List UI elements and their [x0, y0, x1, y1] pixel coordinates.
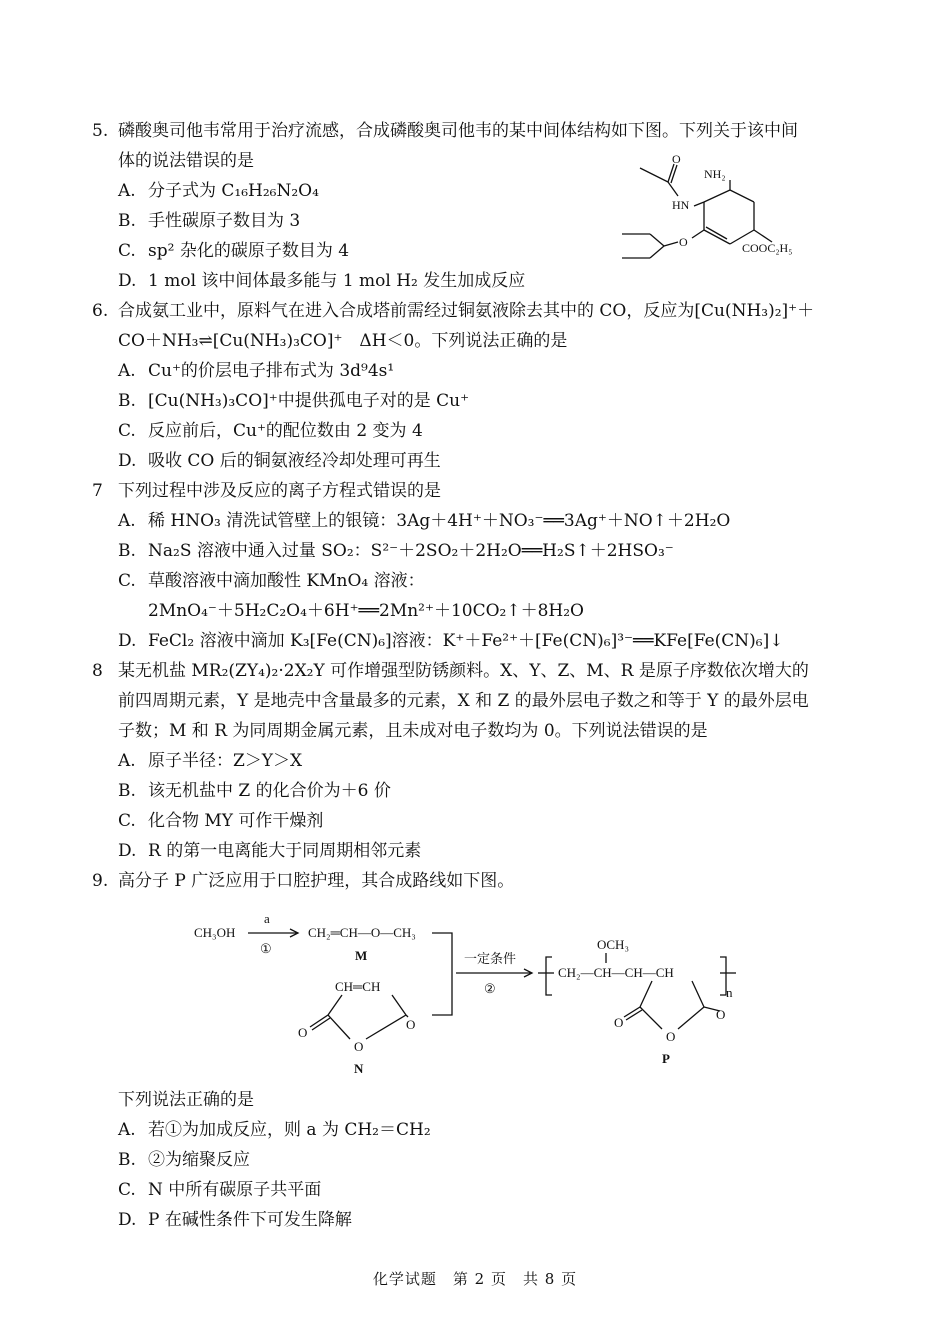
q6-number: 6. [92, 301, 109, 321]
q8-option-c[interactable]: C. 化合物 MY 可作干燥剂 [118, 811, 324, 831]
q8-number: 8 [92, 661, 103, 681]
scheme-p-o-right: O [716, 1007, 726, 1022]
q9-number: 9. [92, 871, 109, 891]
scheme-n-o-ring: O [354, 1039, 364, 1054]
q6-option-d[interactable]: D. 吸收 CO 后的铜氨液经冷却处理可再生 [118, 451, 441, 471]
q6-stem-line2: CO＋NH₃⇌[Cu(NH₃)₃CO]⁺ ΔH＜0。下列说法正确的是 [118, 331, 568, 351]
q5-stem-line2: 体的说法错误的是 [118, 151, 254, 171]
q7-number: 7 [92, 481, 103, 501]
q8-option-a[interactable]: A. 原子半径：Z＞Y＞X [118, 751, 303, 771]
q7-option-c[interactable]: C. 草酸溶液中滴加酸性 KMnO₄ 溶液： [118, 571, 425, 591]
page-footer: 化学试题 第 2 页 共 8 页 [372, 1270, 578, 1288]
q9-stem: 9. 高分子 P 广泛应用于口腔护理，其合成路线如下图。 [92, 866, 514, 896]
q7-option-d[interactable]: D. FeCl₂ 溶液中滴加 K₃[Fe(CN)₆]溶液：K⁺＋Fe²⁺＋[Fe(CN)₆]³⁻══KFe[Fe(CN)₆]↓ [118, 631, 784, 651]
q5-stem-line1: 5. 磷酸奥司他韦常用于治疗流感，合成磷酸奥司他韦的某中间体结构如下图。下列关于该中间 [92, 116, 798, 146]
q5-structure-ester: COOC₂H₅ [742, 241, 793, 255]
q9-prompt: 下列说法正确的是 [118, 1090, 254, 1110]
scheme-n-label: N [354, 1061, 364, 1076]
scheme-m-label: M [355, 948, 368, 963]
q8-option-d[interactable]: D. R 的第一电离能大于同周期相邻元素 [118, 841, 422, 861]
q5-structure-nh2: NH₂ [704, 167, 726, 181]
q6-stem-line1: 6. 合成氨工业中，原料气在进入合成塔前需经过铜氨液除去其中的 CO，反应为[Cu(NH₃)₂]⁺＋ [92, 296, 814, 326]
scheme-p-o-left: O [614, 1015, 624, 1030]
scheme-condition: 一定条件 [464, 951, 517, 966]
q5-structure-diagram [612, 150, 842, 275]
q5-option-b[interactable]: B. 手性碳原子数目为 3 [118, 211, 301, 231]
q8-stem-line1: 8 某无机盐 MR₂(ZY₄)₂·2X₂Y 可作增强型防锈颜料。X、Y、Z、M、R 是原子序数依次增大的 [92, 656, 809, 686]
q8-option-b[interactable]: B. 该无机盐中 Z 的化合价为＋6 价 [118, 781, 391, 801]
q6-option-c[interactable]: C. 反应前后，Cu⁺的配位数由 2 变为 4 [118, 421, 423, 441]
scheme-p-o-ring: O [666, 1029, 676, 1044]
scheme-step1: ① [260, 941, 272, 956]
q5-structure-o-ether: O [679, 235, 688, 249]
q7-option-b[interactable]: B. Na₂S 溶液中通入过量 SO₂：S²⁻＋2SO₂＋2H₂O══H₂S↑＋2HSO₃⁻ [118, 541, 674, 561]
q6-option-a[interactable]: A. Cu⁺的价层电子排布式为 3d⁹4s¹ [118, 361, 395, 381]
q9-option-c[interactable]: C. N 中所有碳原子共平面 [118, 1180, 322, 1200]
q9-option-a[interactable]: A. 若①为加成反应，则 a 为 CH₂＝CH₂ [118, 1120, 431, 1140]
scheme-p-chain: CH₂—CH—CH—CH [558, 965, 674, 980]
scheme-p-och3: OCH₃ [597, 937, 629, 952]
q5-option-a[interactable]: A. 分子式为 C₁₆H₂₆N₂O₄ [118, 181, 319, 201]
scheme-reagent-a: a [264, 911, 270, 926]
q8-stem-line2: 前四周期元素，Y 是地壳中含量最多的元素，X 和 Z 的最外层电子数之和等于 Y 的最外层电 [118, 691, 809, 711]
scheme-methanol: CH₃OH [194, 925, 236, 940]
q8-stem-line3: 子数；M 和 R 为同周期金属元素，且未成对电子数均为 0。下列说法错误的是 [118, 721, 708, 741]
q5-number: 5. [92, 121, 109, 141]
scheme-n-top: CH═CH [335, 979, 381, 994]
q7-stem: 7 下列过程中涉及反应的离子方程式错误的是 [92, 476, 441, 506]
q9-option-d[interactable]: D. P 在碱性条件下可发生降解 [118, 1210, 352, 1230]
q6-option-b[interactable]: B. [Cu(NH₃)₃CO]⁺中提供孤电子对的是 Cu⁺ [118, 391, 470, 411]
scheme-n-o-right: O [406, 1017, 416, 1032]
q5-option-c[interactable]: C. sp² 杂化的碳原子数目为 4 [118, 241, 350, 261]
q5-option-d[interactable]: D. 1 mol 该中间体最多能与 1 mol H₂ 发生加成反应 [118, 271, 526, 291]
q7-option-c-equation: 2MnO₄⁻＋5H₂C₂O₄＋6H⁺══2Mn²⁺＋10CO₂↑＋8H₂O [148, 601, 584, 621]
scheme-step2: ② [484, 981, 496, 996]
q5-structure-o: O [672, 152, 681, 166]
scheme-p-label: P [662, 1051, 670, 1066]
q5-structure-hn: HN [672, 198, 690, 212]
scheme-p-n: n [726, 985, 733, 1000]
q9-synthesis-scheme [180, 905, 750, 1080]
q7-option-a[interactable]: A. 稀 HNO₃ 清洗试管壁上的银镜：3Ag＋4H⁺＋NO₃⁻══3Ag⁺＋NO↑＋2H₂O [118, 511, 731, 531]
scheme-n-o-left: O [298, 1025, 308, 1040]
q9-option-b[interactable]: B. ②为缩聚反应 [118, 1150, 250, 1170]
scheme-m-formula: CH₂═CH—O—CH₃ [308, 925, 416, 940]
